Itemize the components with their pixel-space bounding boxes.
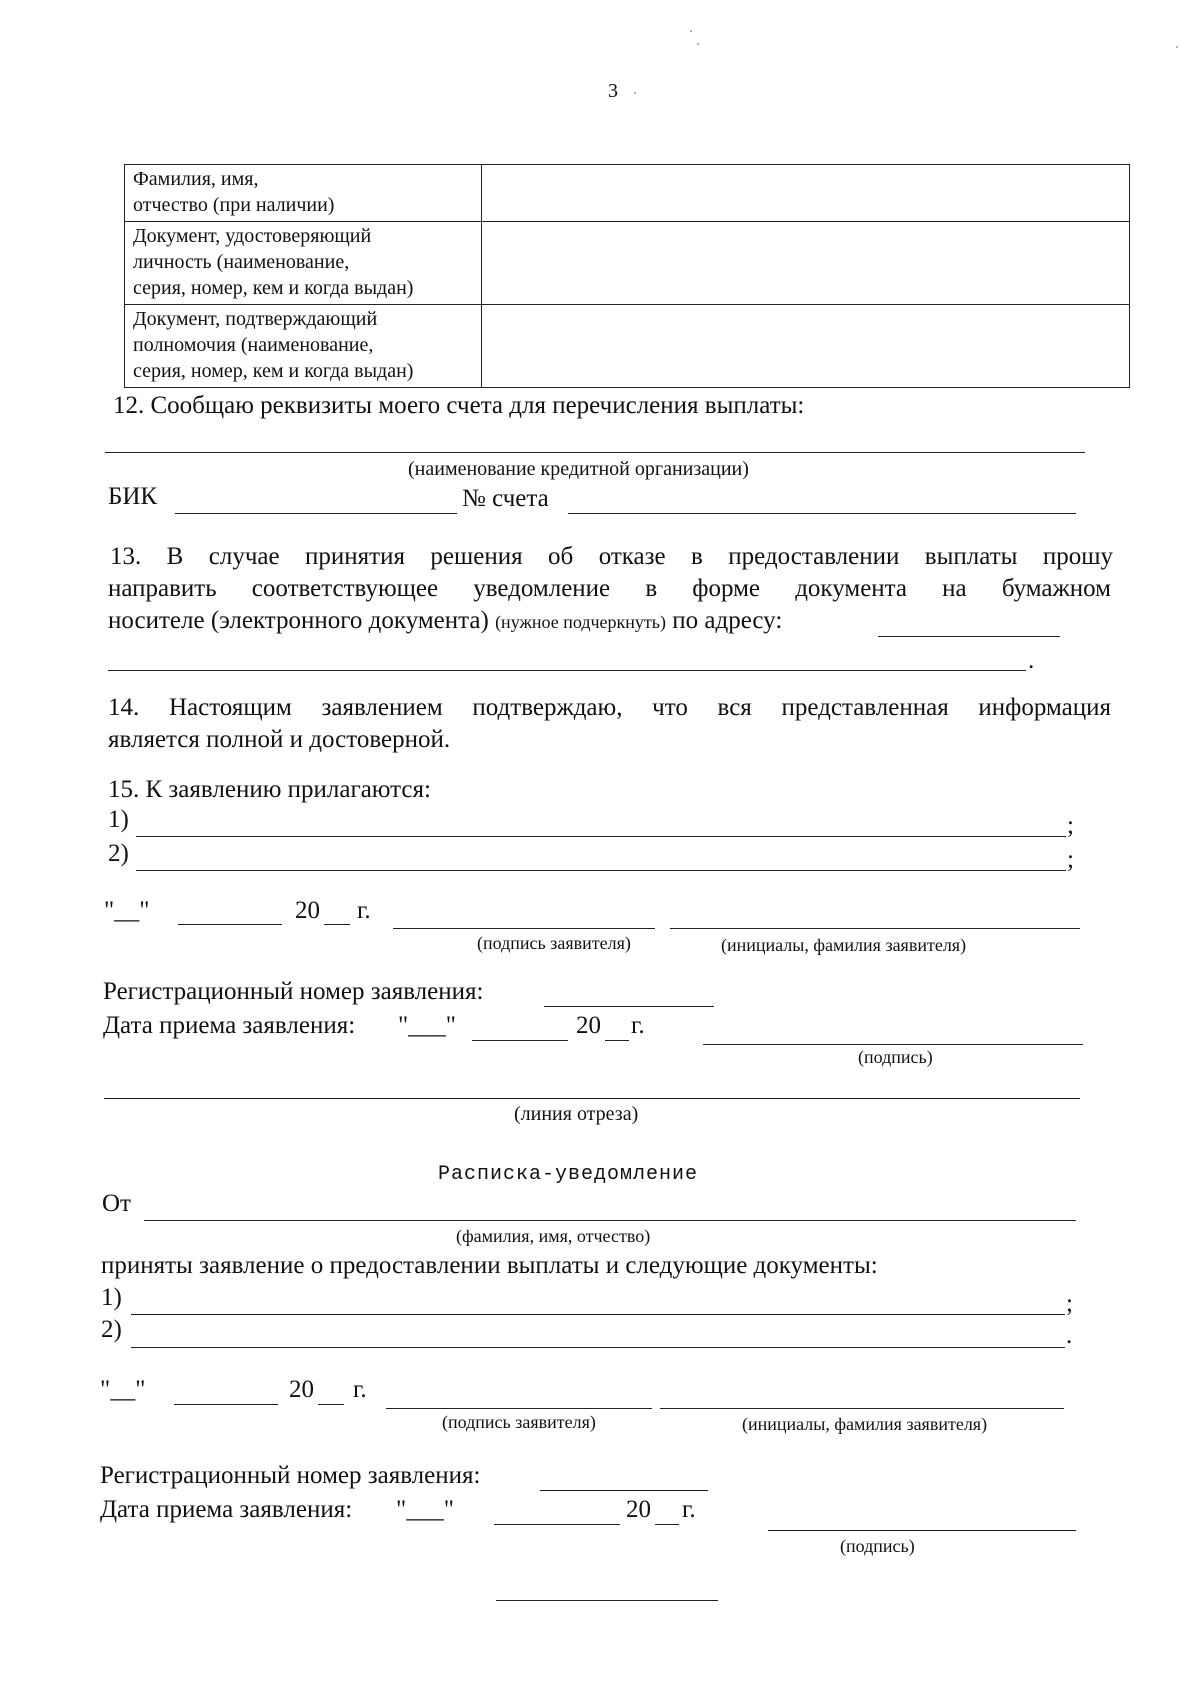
- scan-speck: [1176, 46, 1178, 48]
- bank-name-caption: (наименование кредитной организации): [408, 458, 749, 480]
- receipt-title: Расписка-уведомление: [438, 1163, 699, 1186]
- section-15-title: 15. К заявлению прилагаются:: [108, 776, 431, 803]
- table-row: [125, 222, 1130, 305]
- receipt-acceptance-date-month-line[interactable]: [494, 1524, 620, 1525]
- receipt-acceptance-date-year-suffix: г.: [682, 1496, 696, 1523]
- receipt-from-line[interactable]: [144, 1220, 1076, 1221]
- acceptance-signature-caption: (подпись): [858, 1047, 933, 1067]
- identity-document-label: Документ, удостоверяющий личность (наименование, серия, номер, кем и когда выдан): [125, 222, 482, 305]
- receipt-acceptance-signature-caption: (подпись): [840, 1536, 915, 1556]
- fio-label: Фамилия, имя, отчество (при наличии): [125, 165, 482, 222]
- receipt-accepted-text: приняты заявление о предоставлении выплаты и следующие документы:: [101, 1252, 878, 1279]
- receipt-acceptance-date-year-line[interactable]: [655, 1524, 679, 1525]
- applicant-signature-caption: (подпись заявителя): [477, 933, 631, 953]
- address-line-2[interactable]: [108, 670, 1026, 671]
- receipt-initials-line[interactable]: [660, 1408, 1064, 1409]
- acceptance-date-month-line[interactable]: [472, 1040, 568, 1041]
- authority-document-value-cell[interactable]: [482, 305, 1130, 388]
- receipt-from-label: От: [102, 1190, 131, 1217]
- receipt-acceptance-date-label: Дата приема заявления:: [100, 1496, 353, 1523]
- acceptance-signature-line[interactable]: [703, 1044, 1083, 1045]
- address-line-1[interactable]: [878, 636, 1060, 637]
- receipt-date-day: "__": [100, 1376, 146, 1403]
- receipt-registration-number-label: Регистрационный номер заявления:: [100, 1462, 481, 1489]
- representative-table: [124, 164, 1130, 388]
- receipt-date-year-line[interactable]: [318, 1404, 344, 1405]
- applicant-date-year-prefix: 20: [295, 897, 320, 924]
- section-14-line-1: 14. Настоящим заявлением подтверждаю, что вся представленная информация: [108, 694, 1111, 721]
- table-row: [125, 305, 1130, 388]
- page-number: 3: [608, 80, 618, 102]
- receipt-item-2-number: 2): [101, 1316, 122, 1343]
- scan-speck: [697, 43, 699, 45]
- attachment-1-number: 1): [108, 806, 129, 833]
- receipt-date-year-prefix: 20: [289, 1376, 314, 1403]
- section-13-line-3: носителе (электронного документа) (нужное подчеркнуть) по адресу:: [108, 607, 783, 634]
- section-13-line-2: направить соответствующее уведомление в форме документа на бумажном: [108, 575, 1111, 602]
- acceptance-date-label: Дата приема заявления:: [103, 1012, 356, 1039]
- identity-document-value-cell[interactable]: [482, 222, 1130, 305]
- closing-rule: [496, 1600, 718, 1601]
- applicant-initials-caption: (инициалы, фамилия заявителя): [721, 935, 967, 955]
- authority-document-label: Документ, подтверждающий полномочия (наименование, серия, номер, кем и когда выдан): [125, 305, 482, 388]
- acceptance-date-year-line[interactable]: [605, 1040, 629, 1041]
- account-label: № счета: [462, 485, 549, 512]
- receipt-item-1-line[interactable]: [131, 1314, 1065, 1315]
- receipt-date-month-line[interactable]: [174, 1404, 278, 1405]
- cut-line-caption: (линия отреза): [514, 1103, 639, 1125]
- acceptance-date-year-suffix: г.: [631, 1012, 645, 1039]
- receipt-item-1-end: ;: [1066, 1290, 1073, 1317]
- receipt-acceptance-date-year-prefix: 20: [626, 1496, 651, 1523]
- receipt-acceptance-date-day: "___": [396, 1496, 454, 1523]
- bank-name-line[interactable]: [105, 452, 1085, 453]
- acceptance-date-day: "___": [398, 1012, 456, 1039]
- section-13-end-period: .: [1028, 647, 1035, 674]
- applicant-initials-line[interactable]: [670, 928, 1080, 929]
- attachment-2-line[interactable]: [136, 870, 1066, 871]
- applicant-signature-line[interactable]: [393, 928, 655, 929]
- section-13-line-1: 13. В случае принятия решения об отказе в предоставлении выплаты прошу: [110, 543, 1113, 570]
- receipt-initials-caption: (инициалы, фамилия заявителя): [742, 1414, 988, 1434]
- cut-line: [104, 1098, 1080, 1099]
- section-12-title: 12. Сообщаю реквизиты моего счета для перечисления выплаты:: [113, 392, 805, 419]
- scan-speck: [690, 30, 692, 32]
- attachment-1-end: ;: [1067, 812, 1074, 839]
- receipt-item-2-line[interactable]: [131, 1347, 1065, 1348]
- bik-line[interactable]: [175, 513, 457, 514]
- receipt-item-1-number: 1): [101, 1284, 122, 1311]
- bik-label: БИК: [108, 483, 158, 510]
- scan-speck: [634, 92, 636, 94]
- receipt-registration-number-line[interactable]: [540, 1490, 708, 1491]
- receipt-signature-line[interactable]: [386, 1408, 652, 1409]
- acceptance-date-year-prefix: 20: [576, 1012, 601, 1039]
- attachment-2-end: ;: [1067, 846, 1074, 873]
- attachment-2-number: 2): [108, 840, 129, 867]
- account-line[interactable]: [568, 513, 1076, 514]
- fio-value-cell[interactable]: [482, 165, 1130, 222]
- receipt-item-2-end: .: [1066, 1322, 1073, 1349]
- registration-number-label: Регистрационный номер заявления:: [103, 978, 484, 1005]
- receipt-from-caption: (фамилия, имя, отчество): [456, 1226, 651, 1246]
- applicant-date-year-line[interactable]: [324, 924, 350, 925]
- receipt-date-year-suffix: г.: [353, 1376, 367, 1403]
- registration-number-line[interactable]: [544, 1006, 714, 1007]
- receipt-signature-caption: (подпись заявителя): [442, 1412, 596, 1432]
- receipt-acceptance-signature-line[interactable]: [768, 1530, 1076, 1531]
- attachment-1-line[interactable]: [136, 836, 1066, 837]
- applicant-date-year-suffix: г.: [357, 897, 371, 924]
- applicant-date-month-line[interactable]: [178, 924, 282, 925]
- section-14-line-2: является полной и достоверной.: [108, 726, 451, 753]
- table-row: [125, 165, 1130, 222]
- applicant-date-day: "__": [104, 897, 150, 924]
